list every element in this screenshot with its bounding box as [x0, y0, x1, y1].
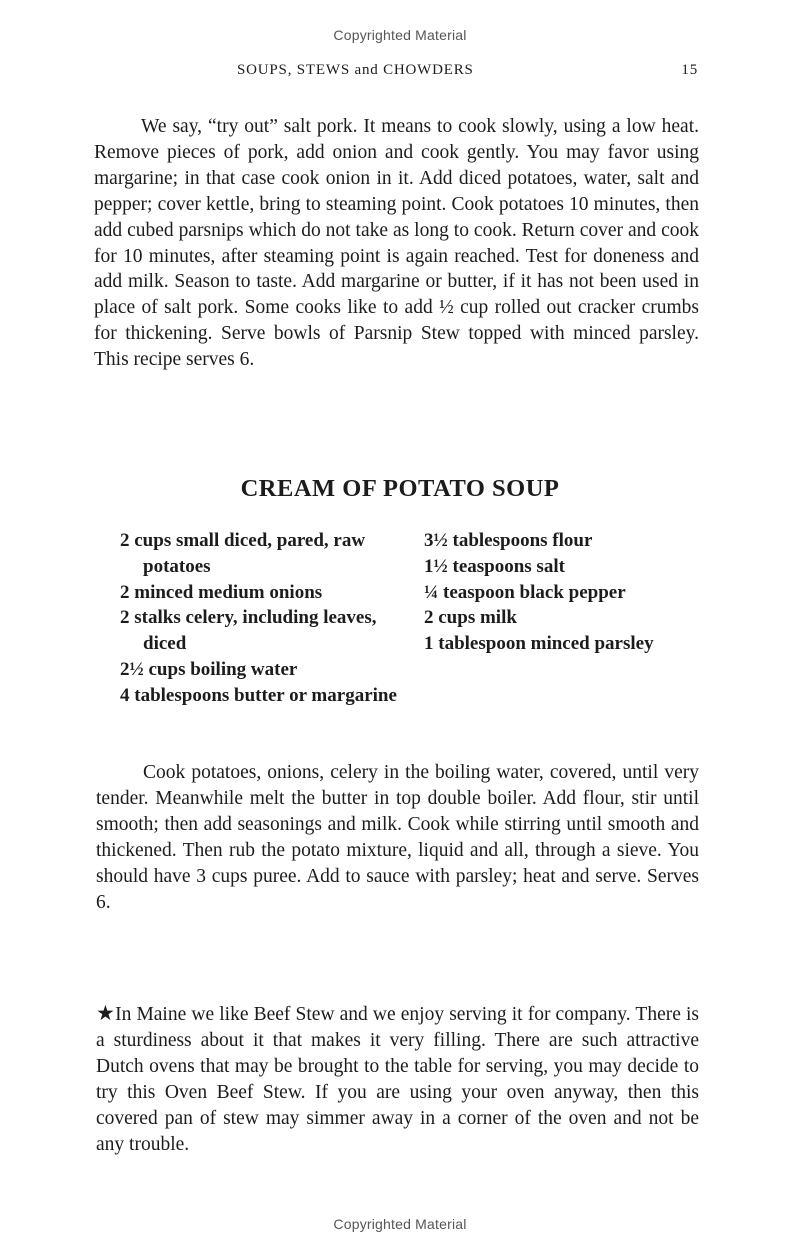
ingredient-list-left — [120, 528, 400, 709]
ingredient-item: 2 cups milk — [424, 607, 517, 629]
ingredient-item: 2 minced medium onions — [120, 581, 323, 603]
copyright-watermark-top: Copyrighted Material — [333, 27, 467, 43]
ingredient-item: 1 tablespoon minced parsley — [424, 633, 654, 655]
star-icon: ★ — [96, 1001, 116, 1025]
copyright-watermark-bottom: Copyrighted Material — [333, 1216, 467, 1232]
running-header-title: SOUPS, STEWS and CHOWDERS — [237, 62, 474, 78]
ingredient-item: 2 cups small diced, pared, raw potatoes — [120, 530, 366, 577]
beef-stew-note-text: In Maine we like Beef Stew and we enjoy serving it for company. There is a sturdiness about it that makes it very filling. There are such attractive Dutch ovens that may be brought to the table for serving, you may decide to try this Oven Beef Stew. If you are using your oven anyway, then this covered pan of stew may simmer away in a corner of the oven and not be any trouble. — [96, 1004, 700, 1155]
ingredient-item: 2½ cups boiling water — [120, 658, 298, 680]
ingredient-item: 1½ teaspoons salt — [424, 555, 565, 577]
method-paragraph: Cook potatoes, onions, celery in the boiling water, covered, until very tender. Meanwhile melt the butter in top double boiler. Add flour, stir until smooth; then add seasonings and milk. Cook while stirring until smooth and thickened. Then rub the potato mixture, liquid and all, through a sieve. You should have 3 cups puree. Add to sauce with parsley; heat and serve. Serves 6. — [96, 762, 699, 913]
running-header — [0, 62, 800, 86]
ingredient-item: 2 stalks celery, including leaves, diced — [120, 607, 377, 655]
ingredient-item: ¼ teaspoon black pepper — [424, 581, 626, 603]
ingredient-item: 4 tablespoons butter or margarine — [120, 684, 397, 706]
beef-stew-note — [96, 1001, 699, 1157]
parsnip-stew-paragraph: We say, “try out” salt pork. It means to cook slowly, using a low heat. Remove pieces of pork, add onion and cook gently. You may favor using margarine; in that case cook onion in it. Add diced potatoes, water, salt and pepper; cover kettle, bring to steaming point. Cook potatoes 10 minutes, then add cubed parsnips which do not take as long to cook. Return cover and cook for 10 minutes, after steaming point is again reached. Test for doneness and add milk. Season to taste. Add margarine or butter, if it has not been used in place of salt pork. Some cooks like to add ½ cup rolled out cracker crumbs for thickening. Serve bowls of Parsnip Stew topped with minced parsley. This recipe serves 6. — [94, 116, 699, 371]
ingredient-list-right — [424, 528, 724, 657]
ingredient-item: 3½ tablespoons flour — [424, 530, 593, 551]
recipe-title: CREAM OF POTATO SOUP — [240, 475, 560, 502]
page-number: 15 — [681, 62, 698, 78]
